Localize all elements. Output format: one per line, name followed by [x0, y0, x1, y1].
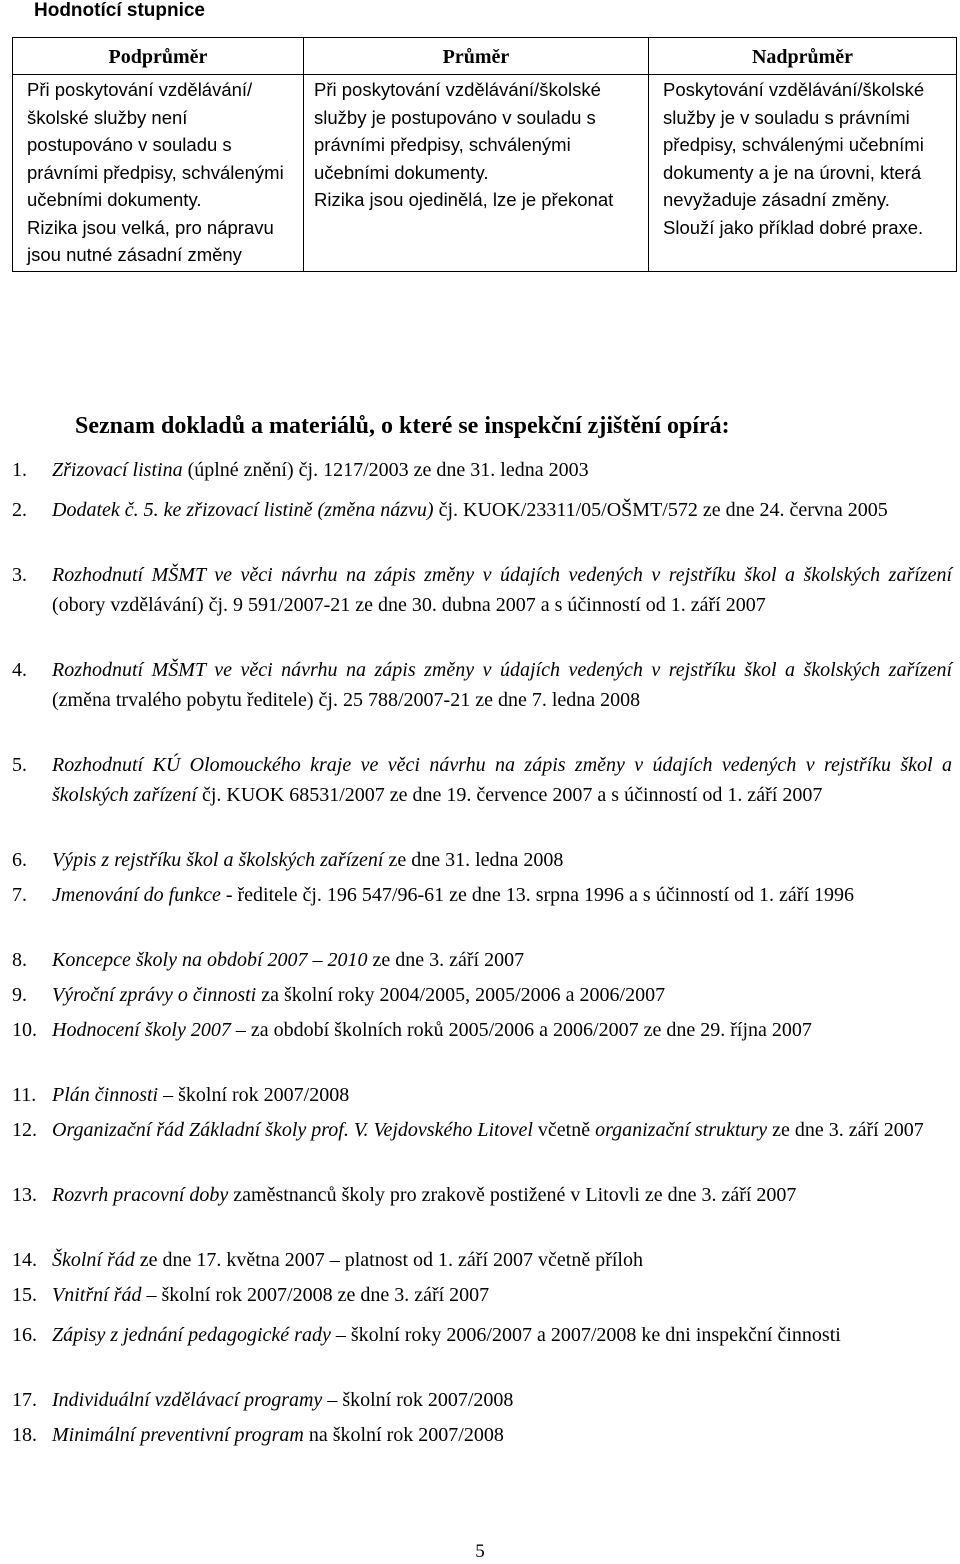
document-detail: ze dne 17. května 2007 – platnost od 1. září 2007 včetně příloh — [134, 1249, 643, 1271]
list-item-number: 14. — [12, 1249, 37, 1271]
list-item-text — [52, 845, 952, 875]
document-title: Koncepce školy na období 2007 – 2010 — [52, 949, 368, 971]
cell-above-average — [649, 75, 957, 272]
document-detail: – školní rok 2007/2008 — [322, 1389, 514, 1411]
document-detail: ze dne 3. září 2007 — [767, 1119, 924, 1141]
list-item-text — [52, 1245, 952, 1275]
cell-text: Při poskytování vzdělávání/školské služby je postupováno v souladu s právními předpisy, schválenými učebními dokumenty. — [314, 79, 601, 183]
list-item-text — [52, 1180, 952, 1210]
document-detail: (změna trvalého pobytu ředitele) čj. 25 788/2007-21 ze dne 7. ledna 2008 — [52, 689, 641, 711]
list-item-text — [52, 945, 952, 975]
header-above-average: Nadprůměr — [649, 38, 957, 75]
page-number: 5 — [475, 1541, 485, 1562]
list-item-number: 10. — [12, 1019, 37, 1041]
list-item-number: 15. — [12, 1284, 37, 1306]
list-item-number: 2. — [12, 499, 27, 521]
list-item-text — [52, 655, 952, 715]
list-item-text — [52, 1080, 952, 1110]
list-item-text — [52, 750, 952, 810]
header-below-average: Podprůměr — [13, 38, 304, 75]
document-detail: - ředitele čj. 196 547/96-61 ze dne 13. srpna 1996 a s účinností od 1. září 1996 — [220, 884, 855, 906]
cell-text: Slouží jako příklad dobré praxe. — [663, 216, 924, 238]
document-detail: za školní roky 2004/2005, 2005/2006 a 2006/2007 — [256, 984, 666, 1006]
document-title: Minimální preventivní program — [52, 1424, 304, 1446]
list-item-text — [52, 1385, 952, 1415]
list-item-number: 6. — [12, 849, 27, 871]
list-item-text — [52, 1015, 952, 1045]
document-detail: čj. KUOK 68531/2007 ze dne 19. července 2007 a s účinností od 1. září 2007 — [196, 784, 823, 806]
document-detail: ze dne 3. září 2007 — [367, 949, 525, 971]
document-title: Zřizovací listina — [52, 459, 183, 481]
document-detail: zaměstnanců školy pro zrakově postižené v Litovli ze dne 3. září 2007 — [228, 1184, 797, 1206]
cell-below-average — [13, 75, 304, 272]
table-header-row — [13, 38, 957, 75]
document-title: Organizační řád Základní školy prof. V. Vejdovského Litovel — [52, 1119, 533, 1141]
document-title: Hodnocení školy 2007 — [52, 1019, 231, 1041]
document-detail: (úplné znění) čj. 1217/2003 ze dne 31. ledna 2003 — [182, 459, 589, 481]
document-detail: – školní roky 2006/2007 a 2007/2008 ke dni inspekční činnosti — [330, 1324, 841, 1346]
scale-title: Hodnotící stupnice — [34, 0, 205, 21]
document-title: Školní řád — [52, 1249, 135, 1271]
document-detail: – za období školních roků 2005/2006 a 2006/2007 ze dne 29. října 2007 — [230, 1019, 812, 1041]
documents-heading: Seznam dokladů a materiálů, o které se inspekční zjištění opírá: — [75, 413, 730, 439]
document-title: Dodatek č. 5. ke zřizovací listině (změna názvu) — [52, 499, 434, 521]
list-item-number: 18. — [12, 1424, 37, 1446]
document-title: Individuální vzdělávací programy — [52, 1389, 323, 1411]
list-item-text — [52, 1320, 952, 1350]
document-title: Rozhodnutí MŠMT ve věci návrhu na zápis změny v údajích vedených v rejstříku škol a školských zařízení — [52, 564, 952, 586]
document-title: Výroční zprávy o činnosti — [52, 984, 257, 1006]
list-item-number: 9. — [12, 984, 27, 1006]
cell-average — [304, 75, 649, 272]
list-item-text — [52, 980, 952, 1010]
cell-text: Při poskytování vzdělávání/školské služby není postupováno v souladu s právními předpisy, schválenými učebními dokumenty. — [27, 79, 284, 210]
cell-text: Rizika jsou velká, pro nápravu jsou nutné zásadní změny — [27, 216, 274, 265]
document-detail: na školní rok 2007/2008 — [303, 1424, 504, 1446]
list-item-text — [52, 1280, 952, 1310]
document-title: Vnitřní řád — [52, 1284, 142, 1306]
list-item-text — [52, 1115, 952, 1145]
document-title: Zápisy z jednání pedagogické rady — [52, 1324, 331, 1346]
list-item-number: 7. — [12, 884, 27, 906]
list-item-text — [52, 455, 952, 485]
document-detail: – školní rok 2007/2008 — [158, 1084, 350, 1106]
list-item-number: 17. — [12, 1389, 37, 1411]
list-item-number: 11. — [12, 1084, 37, 1106]
list-item-text — [52, 1420, 952, 1450]
document-detail: – školní rok 2007/2008 ze dne 3. září 2007 — [141, 1284, 490, 1306]
document-title: Jmenování do funkce — [52, 884, 221, 906]
document-title: Výpis z rejstříku škol a školských zařízení — [52, 849, 384, 871]
header-average: Průměr — [304, 38, 649, 75]
document-title: organizační struktury — [595, 1119, 768, 1141]
list-item-text — [52, 495, 952, 525]
rating-scale-table — [12, 37, 957, 272]
document-detail: (obory vzdělávání) čj. 9 591/2007-21 ze dne 30. dubna 2007 a s účinností od 1. září 2007 — [52, 594, 766, 616]
list-item-number: 8. — [12, 949, 27, 971]
list-item-text — [52, 560, 952, 620]
list-item-number: 13. — [12, 1184, 37, 1206]
document-title: Rozvrh pracovní doby — [52, 1184, 229, 1206]
cell-text: Rizika jsou ojedinělá, lze je překonat — [314, 189, 614, 210]
list-item-number: 5. — [12, 754, 27, 776]
document-title: Plán činnosti — [52, 1084, 159, 1106]
cell-text: Poskytování vzdělávání/školské služby je v souladu s právními předpisy, schválenými učebními dokumenty a je na úrovni, která nevyžaduje zásadní změny. — [663, 79, 925, 210]
list-item-number: 16. — [12, 1324, 37, 1346]
document-detail: ze dne 31. ledna 2008 — [383, 849, 564, 871]
list-item-number: 4. — [12, 659, 27, 681]
document-detail: čj. KUOK/23311/05/OŠMT/572 ze dne 24. června 2005 — [433, 499, 888, 521]
table-body-row — [13, 75, 957, 272]
document-detail: včetně — [532, 1119, 596, 1141]
document-title: Rozhodnutí KÚ Olomouckého kraje ve věci návrhu na zápis změny v údajích vedených v rejstříku škol a školských zařízení — [52, 754, 952, 806]
document-title: Rozhodnutí MŠMT ve věci návrhu na zápis změny v údajích vedených v rejstříku škol a školských zařízení — [52, 659, 952, 681]
list-item-text — [52, 880, 952, 910]
list-item-number: 12. — [12, 1119, 37, 1141]
list-item-number: 3. — [12, 564, 27, 586]
list-item-number: 1. — [12, 459, 27, 481]
